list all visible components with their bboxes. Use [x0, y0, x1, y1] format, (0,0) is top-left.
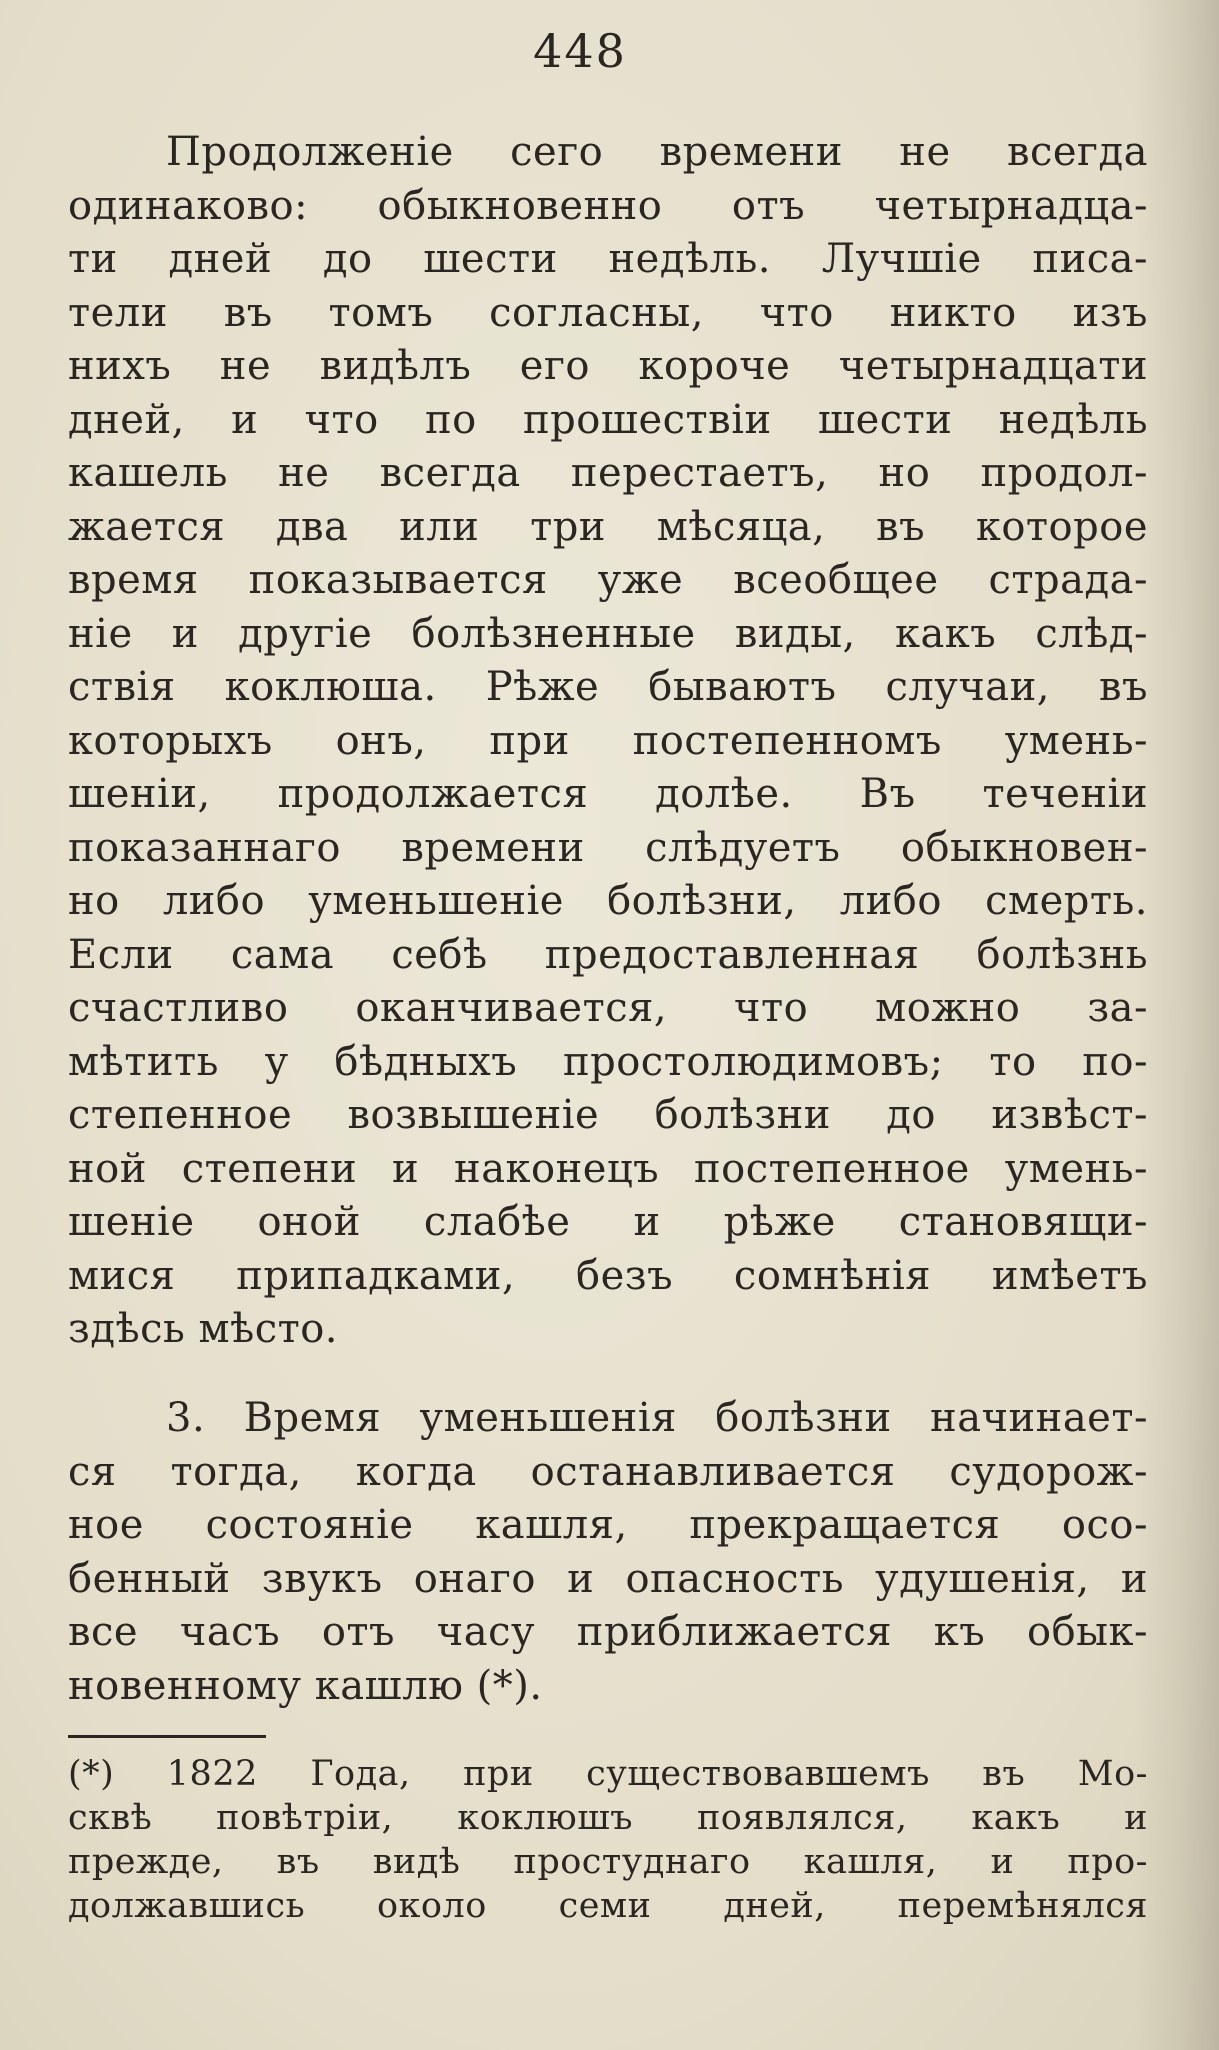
- text-line: ніе и другіе болѣзненные виды, какъ слѣд-: [68, 610, 1148, 657]
- text-line: мѣтить у бѣдныхъ простолюдимовъ; то по-: [68, 1038, 1148, 1085]
- text-line: жается два или три мѣсяца, въ которое: [68, 503, 1148, 550]
- text-line: тели въ томъ согласны, что никто изъ: [68, 289, 1148, 336]
- text-line: ной степени и наконецъ постепенное умень-: [68, 1145, 1148, 1192]
- footnote: [68, 1752, 1148, 1928]
- main-paragraph: [68, 126, 1148, 1357]
- text-line: шеніе оной слабѣе и рѣже становящи-: [68, 1199, 1148, 1245]
- text-line: которыхъ онъ, при постепенномъ умень-: [68, 717, 1148, 764]
- text-line: все часъ отъ часу приближается къ обык-: [68, 1609, 1148, 1655]
- text-line: счастливо оканчивается, что можно за-: [68, 985, 1148, 1031]
- footnote-divider: [68, 1735, 266, 1738]
- footnote-line: (*) 1822 Года, при существовавшемъ въ Мо-: [68, 1754, 1148, 1794]
- text-line: Продолженіе сего времени не всегда: [166, 129, 1148, 175]
- text-line: ное состояніе кашля, прекращается осо-: [68, 1502, 1148, 1548]
- text-line: ся тогда, когда останавливается судорож-: [68, 1448, 1148, 1495]
- text-line: показаннаго времени слѣдуетъ обыкновен-: [68, 824, 1148, 871]
- text-line: шеніи, продолжается долѣе. Въ теченіи: [68, 771, 1148, 817]
- text-line: здѣсь мѣсто.: [68, 1306, 339, 1352]
- footnote-line: должавшись около семи дней, перемѣнялся: [68, 1886, 1148, 1926]
- text-line: 3. Время уменьшенія болѣзни начинает-: [166, 1395, 1148, 1441]
- text-line: нихъ не видѣлъ его короче четырнадцати: [68, 343, 1148, 389]
- text-line: степенное возвышеніе болѣзни до извѣст-: [68, 1092, 1148, 1138]
- text-line: дней, и что по прошествіи шести недѣль: [68, 396, 1148, 443]
- footnote-line: сквѣ повѣтріи, коклюшъ появлялся, какъ и: [68, 1798, 1148, 1838]
- text-line: кашель не всегда перестаетъ, но продол-: [68, 450, 1148, 496]
- text-line: время показывается уже всеобщее страда-: [68, 557, 1148, 603]
- page-number: 448: [533, 24, 627, 78]
- text-line: бенный звукъ онаго и опасность удушенія, и: [68, 1555, 1148, 1602]
- text-line: одинаково: обыкновенно отъ четырнадца-: [68, 182, 1148, 229]
- text-line: мися припадками, безъ сомнѣнія имѣетъ: [68, 1252, 1148, 1299]
- footnote-line: прежде, въ видѣ простуднаго кашля, и про-: [68, 1842, 1148, 1882]
- text-line: Если сама себѣ предоставленная болѣзнь: [68, 931, 1148, 978]
- item-3-paragraph: [68, 1392, 1148, 1713]
- text-line: ствія коклюша. Рѣже бываютъ случаи, въ: [68, 664, 1148, 710]
- text-line: но либо уменьшеніе болѣзни, либо смерть.: [68, 878, 1148, 924]
- text-line: новенному кашлю (*).: [68, 1662, 543, 1709]
- text-line: ти дней до шести недѣль. Лучшіе писа-: [68, 236, 1148, 282]
